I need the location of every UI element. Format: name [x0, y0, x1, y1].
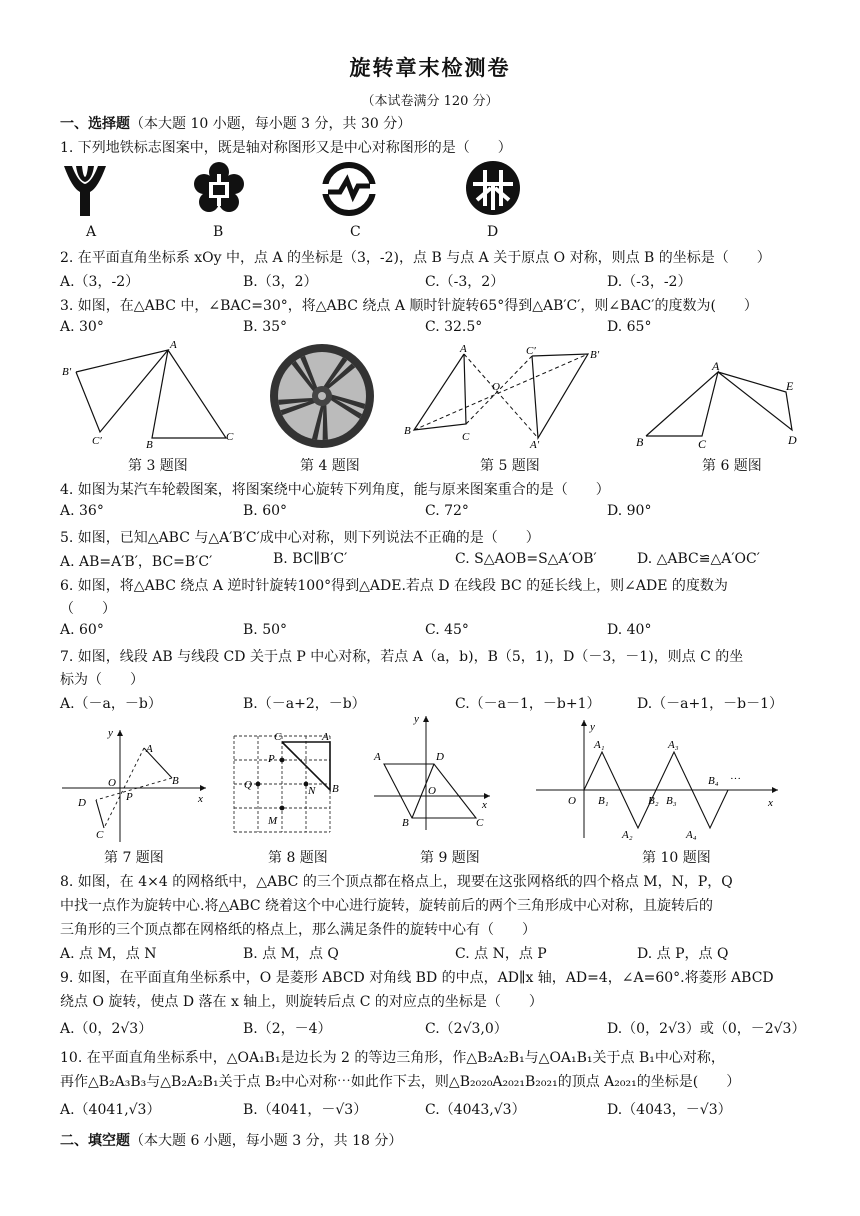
question-9-line-1: 9. 如图，在平面直角坐标系中，O 是菱形 ABCD 对角线 BD 的中点，AD∥x 轴，AD=4，∠A=60°.将菱形 ABCD [60, 970, 774, 986]
q10-option-b: B.（4041，－√3） [243, 1102, 368, 1118]
q4-option-a: A. 36° [60, 503, 104, 519]
q8-option-c: C. 点 N，点 P [455, 946, 547, 962]
f5-label-b: B [404, 425, 411, 437]
f10-label-b1: B₁ [598, 795, 609, 807]
section-2-heading: 二、填空题（本大题 6 小题，每小题 3 分，共 18 分） [60, 1133, 403, 1149]
q8-option-d: D. 点 P，点 Q [637, 946, 729, 962]
q5-option-c: C. S△AOB=S△A′OB′ [455, 551, 597, 567]
figure-7 [60, 726, 210, 844]
f3-label-cp: C′ [92, 435, 102, 447]
f7-label-p: P [126, 791, 133, 803]
page-subtitle: （本试卷满分 120 分） [361, 94, 499, 109]
logo-label-b: B [213, 224, 224, 240]
f9-label-o: O [428, 785, 436, 797]
f9-label-y: y [414, 713, 419, 725]
f6-label-c: C [698, 437, 707, 451]
q4-option-c: C. 72° [425, 503, 469, 519]
f5-label-cp: C′ [526, 345, 536, 357]
f10-label-x: x [768, 797, 773, 809]
q4-option-b: B. 60° [243, 503, 288, 519]
caption-fig-8: 第 8 题图 [268, 850, 328, 866]
question-8-line-2: 中找一点作为旋转中心.将△ABC 绕着这个中心进行旋转，旋转前后的两个三角形成中心对称，且旋转后的 [60, 898, 714, 914]
q2-option-d: D.（-3，-2） [607, 274, 692, 290]
logo-b [193, 162, 245, 214]
f9-label-a: A [374, 751, 381, 763]
f3-label-c: C [226, 431, 234, 443]
q7-option-c: C.（－a－1，－b+1） [455, 696, 601, 712]
question-8-line-1: 8. 如图，在 4×4 的网格纸中，△ABC 的三个顶点都在格点上，现要在这张网格纸的四个格点 M，N，P，Q [60, 874, 733, 890]
f10-label-ellipsis: ··· [730, 773, 741, 785]
q2-option-a: A.（3，-2） [60, 274, 140, 290]
f5-label-a: A [460, 343, 467, 355]
f10-label-b4: B₄ [708, 775, 719, 787]
figure-10 [532, 716, 784, 840]
q5-option-d: D. △ABC≌△A′OC′ [637, 551, 760, 567]
q3-option-a: A. 30° [60, 319, 104, 335]
q10-option-c: C.（4043,√3） [425, 1102, 526, 1118]
q3-option-c: C. 32.5° [425, 319, 483, 335]
f7-label-c: C [96, 829, 104, 841]
f7-label-y: y [108, 727, 113, 739]
figure-4-wheel [268, 340, 376, 452]
f10-label-b3: B₃ [666, 795, 677, 807]
f8-label-c: C [274, 731, 282, 743]
q10-option-d: D.（4043，－√3） [607, 1102, 732, 1118]
question-10-line-1: 10. 在平面直角坐标系中，△OA₁B₁是边长为 2 的等边三角形，作△B₂A₂B₁与△OA₁B₁关于点 B₁中心对称， [60, 1050, 725, 1066]
q6-option-b: B. 50° [243, 622, 288, 638]
logo-a [62, 164, 108, 218]
q9-option-d: D.（0，2√3）或（0，－2√3） [607, 1021, 806, 1037]
q10-option-a: A.（4041,√3） [60, 1102, 161, 1118]
logo-label-c: C [350, 224, 361, 240]
f10-label-a2: A₂ [622, 829, 633, 841]
question-8-line-3: 三角形的三个顶点都在网格纸的格点上，那么满足条件的旋转中心有（ ） [60, 922, 536, 938]
caption-fig-4: 第 4 题图 [300, 458, 360, 474]
f5-label-ap: A′ [530, 439, 540, 451]
caption-fig-6: 第 6 题图 [702, 458, 762, 474]
caption-fig-3: 第 3 题图 [128, 458, 188, 474]
figure-6 [630, 352, 810, 452]
question-1: 1. 下列地铁标志图案中，既是轴对称图形又是中心对称图形的是（ ） [60, 140, 512, 156]
f5-label-c: C [462, 431, 470, 443]
caption-fig-5: 第 5 题图 [480, 458, 540, 474]
f8-label-p: P [268, 753, 275, 765]
q9-option-b: B.（2，－4） [243, 1021, 332, 1037]
figure-9 [372, 714, 494, 832]
f9-label-d: D [436, 751, 444, 763]
f10-label-y: y [590, 721, 595, 733]
figure-5 [402, 340, 602, 452]
q7-option-b: B.（－a+2，－b） [243, 696, 366, 712]
q9-option-c: C.（2√3,0） [425, 1021, 508, 1037]
logo-c [322, 162, 376, 216]
f7-label-a: A [146, 743, 153, 755]
q6-option-a: A. 60° [60, 622, 104, 638]
question-6-line-2: （ ） [60, 601, 116, 617]
f9-label-b: B [402, 817, 409, 829]
logo-d [465, 160, 521, 216]
f8-label-q: Q [244, 779, 252, 791]
f10-label-a4: A₄ [686, 829, 697, 841]
figure-3 [60, 340, 240, 452]
f10-label-o: O [568, 795, 576, 807]
question-6-line-1: 6. 如图，将△ABC 绕点 A 逆时针旋转100°得到△ADE.若点 D 在线段 BC 的延长线上，则∠ADE 的度数为 [60, 578, 728, 594]
f5-label-o: O [492, 381, 500, 393]
f7-label-x: x [198, 793, 203, 805]
f9-label-x: x [482, 799, 487, 811]
figure-8 [232, 728, 344, 838]
f10-label-a3: A₃ [668, 739, 679, 751]
caption-fig-9: 第 9 题图 [420, 850, 480, 866]
logo-label-a: A [86, 224, 97, 240]
q7-option-d: D.（－a+1，－b－1） [637, 696, 784, 712]
f8-label-b: B [332, 783, 339, 795]
logo-label-d: D [487, 224, 499, 240]
q6-option-c: C. 45° [425, 622, 469, 638]
q9-option-a: A.（0，2√3） [60, 1021, 153, 1037]
f7-label-d: D [78, 797, 86, 809]
section-1-heading: 一、选择题（本大题 10 小题，每小题 3 分，共 30 分） [60, 116, 412, 132]
question-10-line-2: 再作△B₂A₃B₃与△B₂A₂B₁关于点 B₂中心对称⋯如此作下去，则△B₂₀₂₀A₂₀₂₁B₂₀₂₁的顶点 A₂₀₂₁的坐标是( ） [60, 1074, 741, 1090]
q5-option-a: A. AB=A′B′，BC=B′C′ [60, 554, 213, 570]
f3-label-b: B [146, 439, 153, 451]
f5-label-bp: B′ [590, 349, 600, 361]
q3-option-b: B. 35° [243, 319, 288, 335]
f8-label-m: M [268, 815, 278, 827]
f8-label-n: N [308, 785, 316, 797]
q7-option-a: A.（－a，－b） [60, 696, 162, 712]
f6-label-b: B [636, 435, 644, 449]
f6-label-a: A [712, 359, 720, 373]
question-4: 4. 如图为某汽车轮毂图案，将图案绕中心旋转下列角度，能与原来图案重合的是（ ） [60, 482, 610, 498]
q8-option-b: B. 点 M，点 Q [243, 946, 339, 962]
f6-label-d: D [788, 433, 797, 447]
f3-label-a: A [170, 339, 177, 351]
f8-label-a: A [322, 731, 329, 743]
question-7-line-1: 7. 如图，线段 AB 与线段 CD 关于点 P 中心对称，若点 A（a，b)，B（5，1)，D（－3，－1)，则点 C 的坐 [60, 649, 744, 665]
caption-fig-10: 第 10 题图 [642, 850, 711, 866]
f7-label-b: B [172, 775, 179, 787]
f3-label-bp: B′ [62, 366, 72, 378]
q8-option-a: A. 点 M，点 N [60, 946, 157, 962]
f10-label-a1: A₁ [594, 739, 605, 751]
caption-fig-7: 第 7 题图 [104, 850, 164, 866]
q5-option-b: B. BC∥B′C′ [273, 551, 348, 567]
page-title: 旋转章末检测卷 [349, 55, 511, 80]
q3-option-d: D. 65° [607, 319, 652, 335]
f10-label-b2: B₂ [648, 795, 659, 807]
q6-option-d: D. 40° [607, 622, 652, 638]
question-5: 5. 如图，已知△ABC 与△A′B′C′成中心对称，则下列说法不正确的是（ ） [60, 530, 540, 546]
question-7-line-2: 标为（ ） [60, 672, 144, 688]
q2-option-c: C.（-3，2） [425, 274, 505, 290]
f9-label-c: C [476, 817, 484, 829]
question-9-line-2: 绕点 O 旋转，使点 D 落在 x 轴上，则旋转后点 C 的对应点的坐标是（ ） [60, 994, 543, 1010]
q4-option-d: D. 90° [607, 503, 652, 519]
question-2: 2. 在平面直角坐标系 xOy 中，点 A 的坐标是（3，-2)，点 B 与点 A 关于原点 O 对称，则点 B 的坐标是（ ） [60, 250, 771, 266]
f7-label-o: O [108, 777, 116, 789]
f6-label-e: E [786, 379, 794, 393]
q2-option-b: B.（3，2） [243, 274, 318, 290]
question-3: 3. 如图，在△ABC 中，∠BAC=30°，将△ABC 绕点 A 顺时针旋转65°得到△AB′C′，则∠BAC′的度数为( ） [60, 298, 758, 314]
